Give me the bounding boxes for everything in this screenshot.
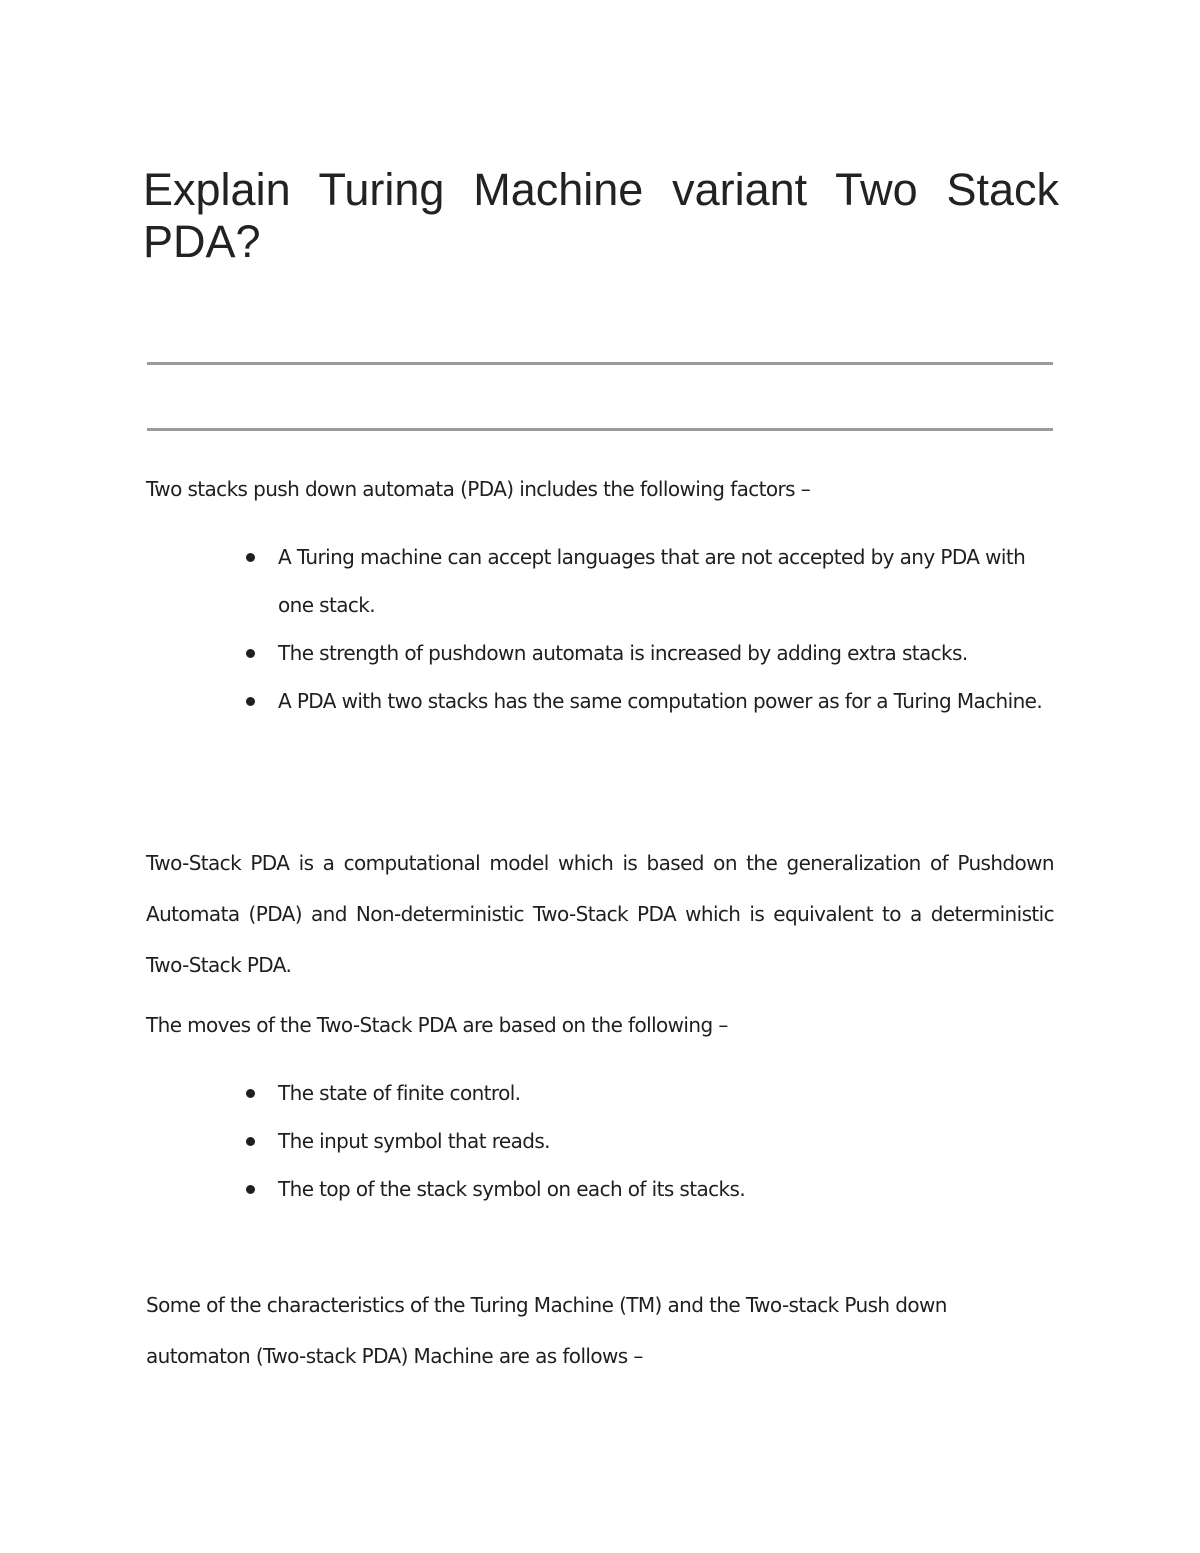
moves-list (246, 1069, 1056, 1213)
list-item-text: A PDA with two stacks has the same computation power as for a Turing Machine. (278, 689, 1043, 713)
horizontal-divider (147, 428, 1053, 431)
intro-paragraph: Two stacks push down automata (PDA) includes the following factors – (146, 477, 811, 501)
list-item-text: The top of the stack symbol on each of its stacks. (278, 1177, 746, 1201)
bullet-icon (246, 1137, 255, 1146)
list-item (246, 533, 1056, 629)
bullet-icon (246, 553, 255, 562)
list-item-text: A Turing machine can accept languages that are not accepted by any PDA with one stack. (278, 545, 1026, 617)
model-paragraph: Two-Stack PDA is a computational model which is based on the generalization of Pushdown Automata (PDA) and Non-deterministic Two-Stack PDA which is equivalent to a deterministic Two-Stack PDA. (146, 851, 1054, 977)
bullet-icon (246, 649, 255, 658)
list-item (246, 1117, 1056, 1165)
list-item (246, 677, 1056, 725)
list-item-text: The strength of pushdown automata is increased by adding extra stacks. (278, 641, 968, 665)
list-item (246, 629, 1056, 677)
page-title: Explain Turing Machine variant Two Stack PDA? (143, 164, 1059, 267)
horizontal-divider (147, 362, 1053, 365)
bullet-icon (246, 1089, 255, 1098)
factors-list (246, 533, 1056, 725)
bullet-icon (246, 1185, 255, 1194)
list-item-text: The input symbol that reads. (278, 1129, 550, 1153)
bullet-icon (246, 697, 255, 706)
list-item-text: The state of finite control. (278, 1081, 521, 1105)
characteristics-paragraph: Some of the characteristics of the Turing Machine (TM) and the Two-stack Push down automaton (Two-stack PDA) Machine are as follows – (146, 1293, 947, 1368)
list-item (246, 1165, 1056, 1213)
list-item (246, 1069, 1056, 1117)
moves-intro-paragraph: The moves of the Two-Stack PDA are based on the following – (146, 1013, 728, 1037)
